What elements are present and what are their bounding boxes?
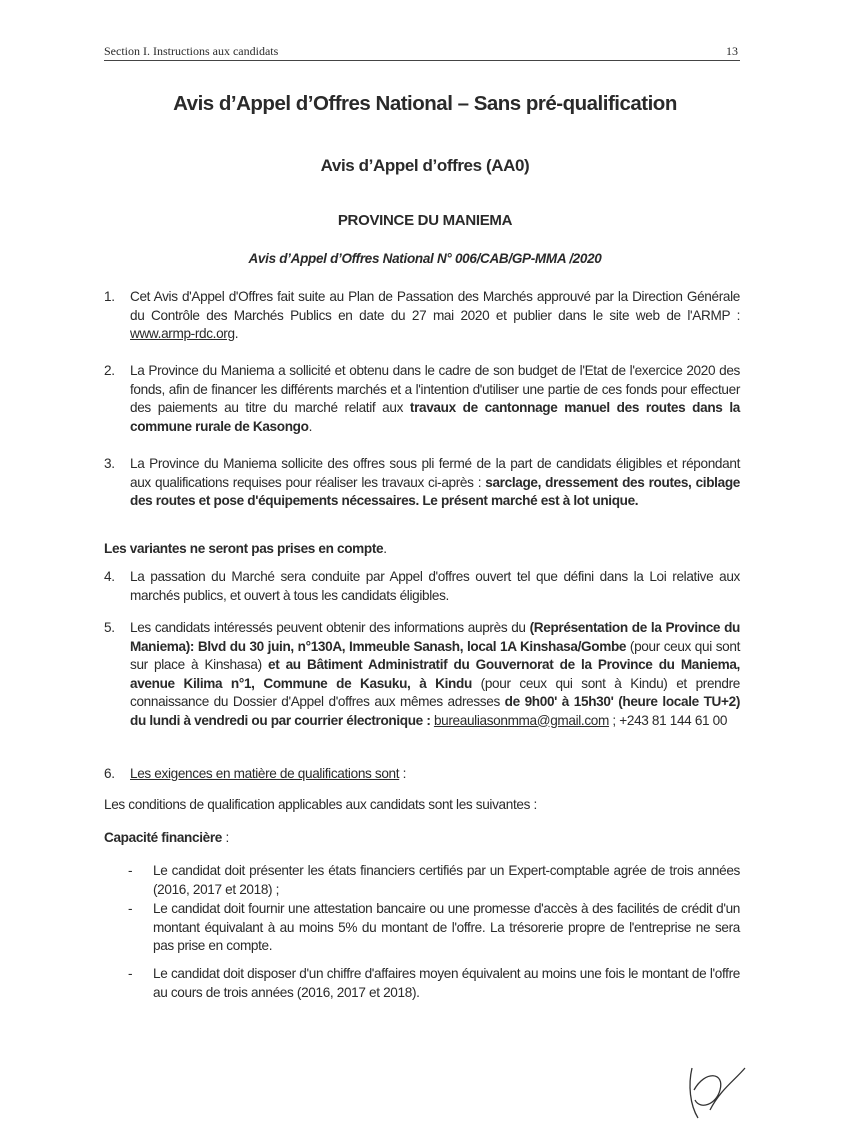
item-text: Cet Avis d'Appel d'Offres fait suite au Plan de Passation des Marchés approuvé par la Direction Générale du Contrôle des Marchés Publics en date du 27 mai 2020 et publier dans le site web de l'ARMP : xyxy=(130,289,740,323)
section-label: Section I. Instructions aux candidats xyxy=(104,44,279,58)
item-text: La Province du Maniema a sollicité et obtenu dans le cadre de son budget de l'Etat de l'exercice 2020 des fonds, afin de financer les différents marchés et a l'intention d'utiliser une partie de ces fonds pour effectuer des paiements au titre du marché relatif aux xyxy=(130,363,740,415)
variants-text: Les variantes ne seront pas prises en compte xyxy=(104,541,384,556)
list-item-3 xyxy=(104,455,740,511)
list-item-2 xyxy=(104,362,740,436)
item-text: (pour ceux qui sont sur place à Kinshasa) xyxy=(130,638,740,672)
notice-reference: Avis d’Appel d’Offres National N° 006/CAB/GP-MMA /2020 xyxy=(248,251,602,266)
item-number: 4. xyxy=(104,569,115,584)
item-text-end: . xyxy=(308,418,313,434)
item-text: Les exigences en matière de qualifications sont xyxy=(130,766,400,781)
item-text-end: . xyxy=(234,326,239,341)
financial-capacity-heading xyxy=(104,829,740,848)
list-item-1 xyxy=(104,288,740,344)
item-number: 2. xyxy=(104,363,115,378)
bullet-dash: - xyxy=(128,966,133,981)
item-text-end: : xyxy=(399,766,407,781)
phone-number: ; +243 81 144 61 00 xyxy=(608,712,728,728)
item-number: 6. xyxy=(104,766,115,781)
page-number: 13 xyxy=(726,44,738,58)
kindu-address: et au Bâtiment Administratif du Gouvernorat de la Province du Maniema, avenue Kilima n°1, Commune de Kasuku, à Kindu xyxy=(130,657,740,691)
item-bold-text: sarclage, dressement des routes, ciblage des routes et pose d'équipements nécessaires. Le présent marché est à lot unique. xyxy=(130,474,740,508)
document-title: Avis d’Appel d’Offres National – Sans pré-qualification xyxy=(173,92,677,115)
item-text: La Province du Maniema sollicite des offres sous pli fermé de la part de candidats éligibles et répondant aux qualifications requises pour réaliser les travaux ci-après : xyxy=(130,456,740,490)
item-text: (pour ceux qui sont à Kindu) et prendre connaissance du Dossier d'Appel d'offres aux mêmes adresses xyxy=(130,675,740,709)
bullet-dash: - xyxy=(128,901,133,916)
running-header xyxy=(104,44,740,61)
item-text: Les candidats intéressés peuvent obtenir des informations auprès du xyxy=(130,620,530,635)
bullet-item xyxy=(128,862,740,899)
list-item-4 xyxy=(104,568,740,605)
bullet-text: Le candidat doit disposer d'un chiffre d'affaires moyen équivalent au moins une fois le montant de l'offre au cours de trois années (2016, 2017 et 2018). xyxy=(153,966,740,1000)
office-hours: de 9h00' à 15h30' (heure locale TU+2) du lundi à vendredi ou par courrier électronique : xyxy=(130,694,740,728)
document-subtitle: Avis d’Appel d’offres (AA0) xyxy=(320,156,530,175)
bullet-text: Le candidat doit présenter les états financiers certifiés par un Expert-comptable agrée de trois années (2016, 2017 et 2018) ; xyxy=(153,863,740,897)
email-link[interactable]: bureauliasonmma@gmail.com xyxy=(433,712,609,728)
bullet-item xyxy=(128,900,740,956)
armp-website-link[interactable]: www.armp-rdc.org xyxy=(130,326,235,341)
item-text: La passation du Marché sera conduite par Appel d'offres ouvert tel que défini dans la Loi relative aux marchés publics, et ouvert à tous les candidats éligibles. xyxy=(130,569,740,603)
financial-capacity-label: Capacité financière xyxy=(104,830,223,845)
bullet-text: Le candidat doit fournir une attestation bancaire ou une promesse d'accès à des facilités de crédit d'un montant équivalant à au moins 5% du montant de l'offre. La trésorerie propre de l'entreprise ne sera pas prise en compte. xyxy=(153,901,740,953)
bullet-dash: - xyxy=(128,863,133,878)
kinshasa-address: (Représentation de la Province du Maniema): Blvd du 30 juin, n°130A, Immeuble Sanash, local 1A Kinshasa/Gombe xyxy=(130,620,740,654)
colon: : xyxy=(222,830,229,845)
item-number: 5. xyxy=(104,620,115,635)
list-item-5 xyxy=(104,619,740,730)
list-item-6 xyxy=(104,765,740,784)
item-number: 3. xyxy=(104,456,115,471)
province-heading: PROVINCE DU MANIEMA xyxy=(337,212,513,229)
variants-note: Les variantes ne seront pas prises en compte. xyxy=(104,541,387,556)
handwritten-initials xyxy=(680,1060,750,1125)
conditions-intro: Les conditions de qualification applicables aux candidats sont les suivantes : xyxy=(104,797,537,812)
item-number: 1. xyxy=(104,289,115,304)
item-bold-text: travaux de cantonnage manuel des routes dans la commune rurale de Kasongo xyxy=(130,400,740,434)
bullet-item xyxy=(128,965,740,1002)
